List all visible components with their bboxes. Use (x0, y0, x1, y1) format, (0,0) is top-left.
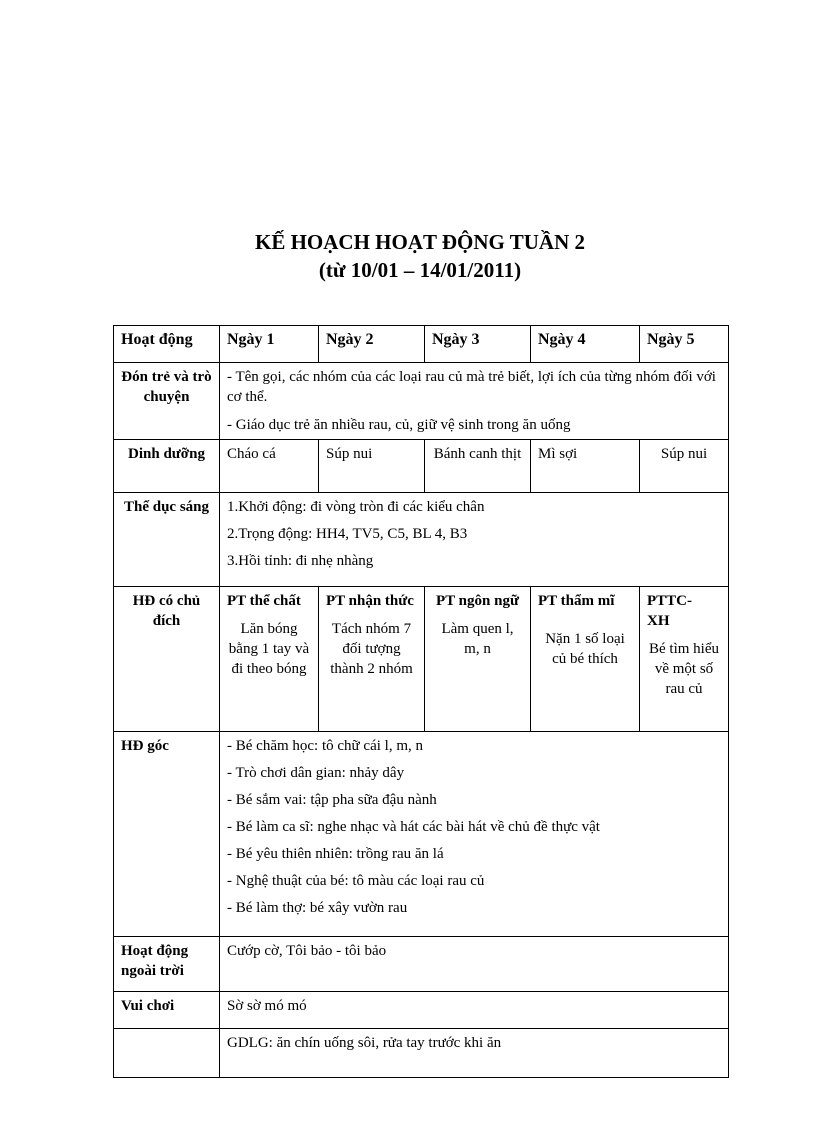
don-tre-item: - Tên gọi, các nhóm của các loại rau củ mà trẻ biết, lợi ích của từng nhóm đối với cơ thể. (227, 369, 716, 405)
hd-goc-item: - Bé làm thợ: bé xây vườn rau (227, 900, 408, 916)
header-day-5: Ngày 5 (640, 326, 729, 363)
table-row-ngoai-troi (114, 937, 729, 992)
hd-co-chu-dich-day-1 (220, 587, 319, 732)
dinh-duong-day-5: Súp nui (640, 440, 729, 493)
subject-label: PTTC-XH (647, 593, 692, 629)
table-row-last (114, 1029, 729, 1078)
page-title: KẾ HOẠCH HOẠT ĐỘNG TUẦN 2 (254, 230, 585, 254)
dinh-duong-day-3: Bánh canh thịt (425, 440, 531, 493)
weekly-plan-table (113, 325, 729, 1078)
hd-co-chu-dich-day-4 (531, 587, 640, 732)
header-day-4: Ngày 4 (531, 326, 640, 363)
hd-co-chu-dich-day-2 (319, 587, 425, 732)
table-row-don-tre (114, 363, 729, 440)
the-duc-item: 2.Trọng động: HH4, TV5, C5, BL 4, B3 (227, 526, 468, 542)
row-label-ngoai-troi: Hoạt động ngoài trời (114, 937, 220, 992)
dinh-duong-day-4: Mì sợi (531, 440, 640, 493)
row-label-hd-goc: HĐ góc (114, 732, 220, 937)
header-activity: Hoạt động (114, 326, 220, 363)
table-row-vui-choi (114, 992, 729, 1029)
row-label-don-tre: Đón trẻ và trò chuyện (114, 363, 220, 440)
hd-goc-item: - Trò chơi dân gian: nhảy dây (227, 765, 405, 781)
don-tre-item: - Giáo dục trẻ ăn nhiều rau, củ, giữ vệ sinh trong ăn uống (227, 417, 571, 433)
the-duc-item: 3.Hồi tỉnh: đi nhẹ nhàng (227, 553, 374, 569)
table-header-row (114, 326, 729, 363)
table-row-dinh-duong (114, 440, 729, 493)
ngoai-troi-content: Cướp cờ, Tôi bảo - tôi bảo (220, 937, 729, 992)
table-row-the-duc (114, 493, 729, 587)
subject-label: PT thể chất (227, 593, 301, 609)
activity-text: Nặn 1 số loại củ bé thích (545, 631, 625, 667)
last-row-content: GDLG: ăn chín uống sôi, rửa tay trước khi ăn (220, 1029, 729, 1078)
dinh-duong-day-2: Súp nui (319, 440, 425, 493)
the-duc-item: 1.Khởi động: đi vòng tròn đi các kiểu chân (227, 499, 485, 515)
row-label-last (114, 1029, 220, 1078)
row-label-the-duc: Thể dục sáng (114, 493, 220, 587)
hd-co-chu-dich-day-5 (640, 587, 729, 732)
header-day-2: Ngày 2 (319, 326, 425, 363)
subject-label: PT ngôn ngữ (436, 593, 519, 609)
page-subtitle-date-range: (từ 10/01 – 14/01/2011) (318, 258, 522, 282)
hd-goc-item: - Bé chăm học: tô chữ cái l, m, n (227, 738, 423, 754)
don-tre-content (220, 363, 729, 440)
vui-choi-content: Sờ sờ mó mó (220, 992, 729, 1029)
the-duc-content (220, 493, 729, 587)
hd-goc-item: - Bé sắm vai: tập pha sữa đậu nành (227, 792, 437, 808)
activity-text: Bé tìm hiểu về một số rau củ (649, 641, 719, 697)
activity-text: Lăn bóng bằng 1 tay và đi theo bóng (228, 621, 310, 677)
hd-goc-item: - Nghệ thuật của bé: tô màu các loại rau củ (227, 873, 485, 889)
header-day-1: Ngày 1 (220, 326, 319, 363)
table-row-hd-co-chu-dich (114, 587, 729, 732)
dinh-duong-day-1: Cháo cá (220, 440, 319, 493)
row-label-dinh-duong: Dinh dưỡng (114, 440, 220, 493)
row-label-vui-choi: Vui chơi (114, 992, 220, 1029)
page-bottom-edge (0, 1118, 816, 1123)
subject-label: PT nhận thức (326, 593, 414, 609)
table-row-hd-goc (114, 732, 729, 937)
hd-goc-item: - Bé làm ca sĩ: nghe nhạc và hát các bài hát về chủ đề thực vật (227, 819, 600, 835)
header-day-3: Ngày 3 (425, 326, 531, 363)
activity-text: Tách nhóm 7 đối tượng thành 2 nhóm (330, 621, 413, 677)
hd-co-chu-dich-day-3 (425, 587, 531, 732)
subject-label: PT thẩm mĩ (538, 593, 615, 609)
hd-goc-content (220, 732, 729, 937)
row-label-hd-co-chu-dich: HĐ có chủ đích (114, 587, 220, 732)
hd-goc-item: - Bé yêu thiên nhiên: trồng rau ăn lá (227, 846, 444, 862)
activity-text: Làm quen l, m, n (441, 621, 514, 657)
